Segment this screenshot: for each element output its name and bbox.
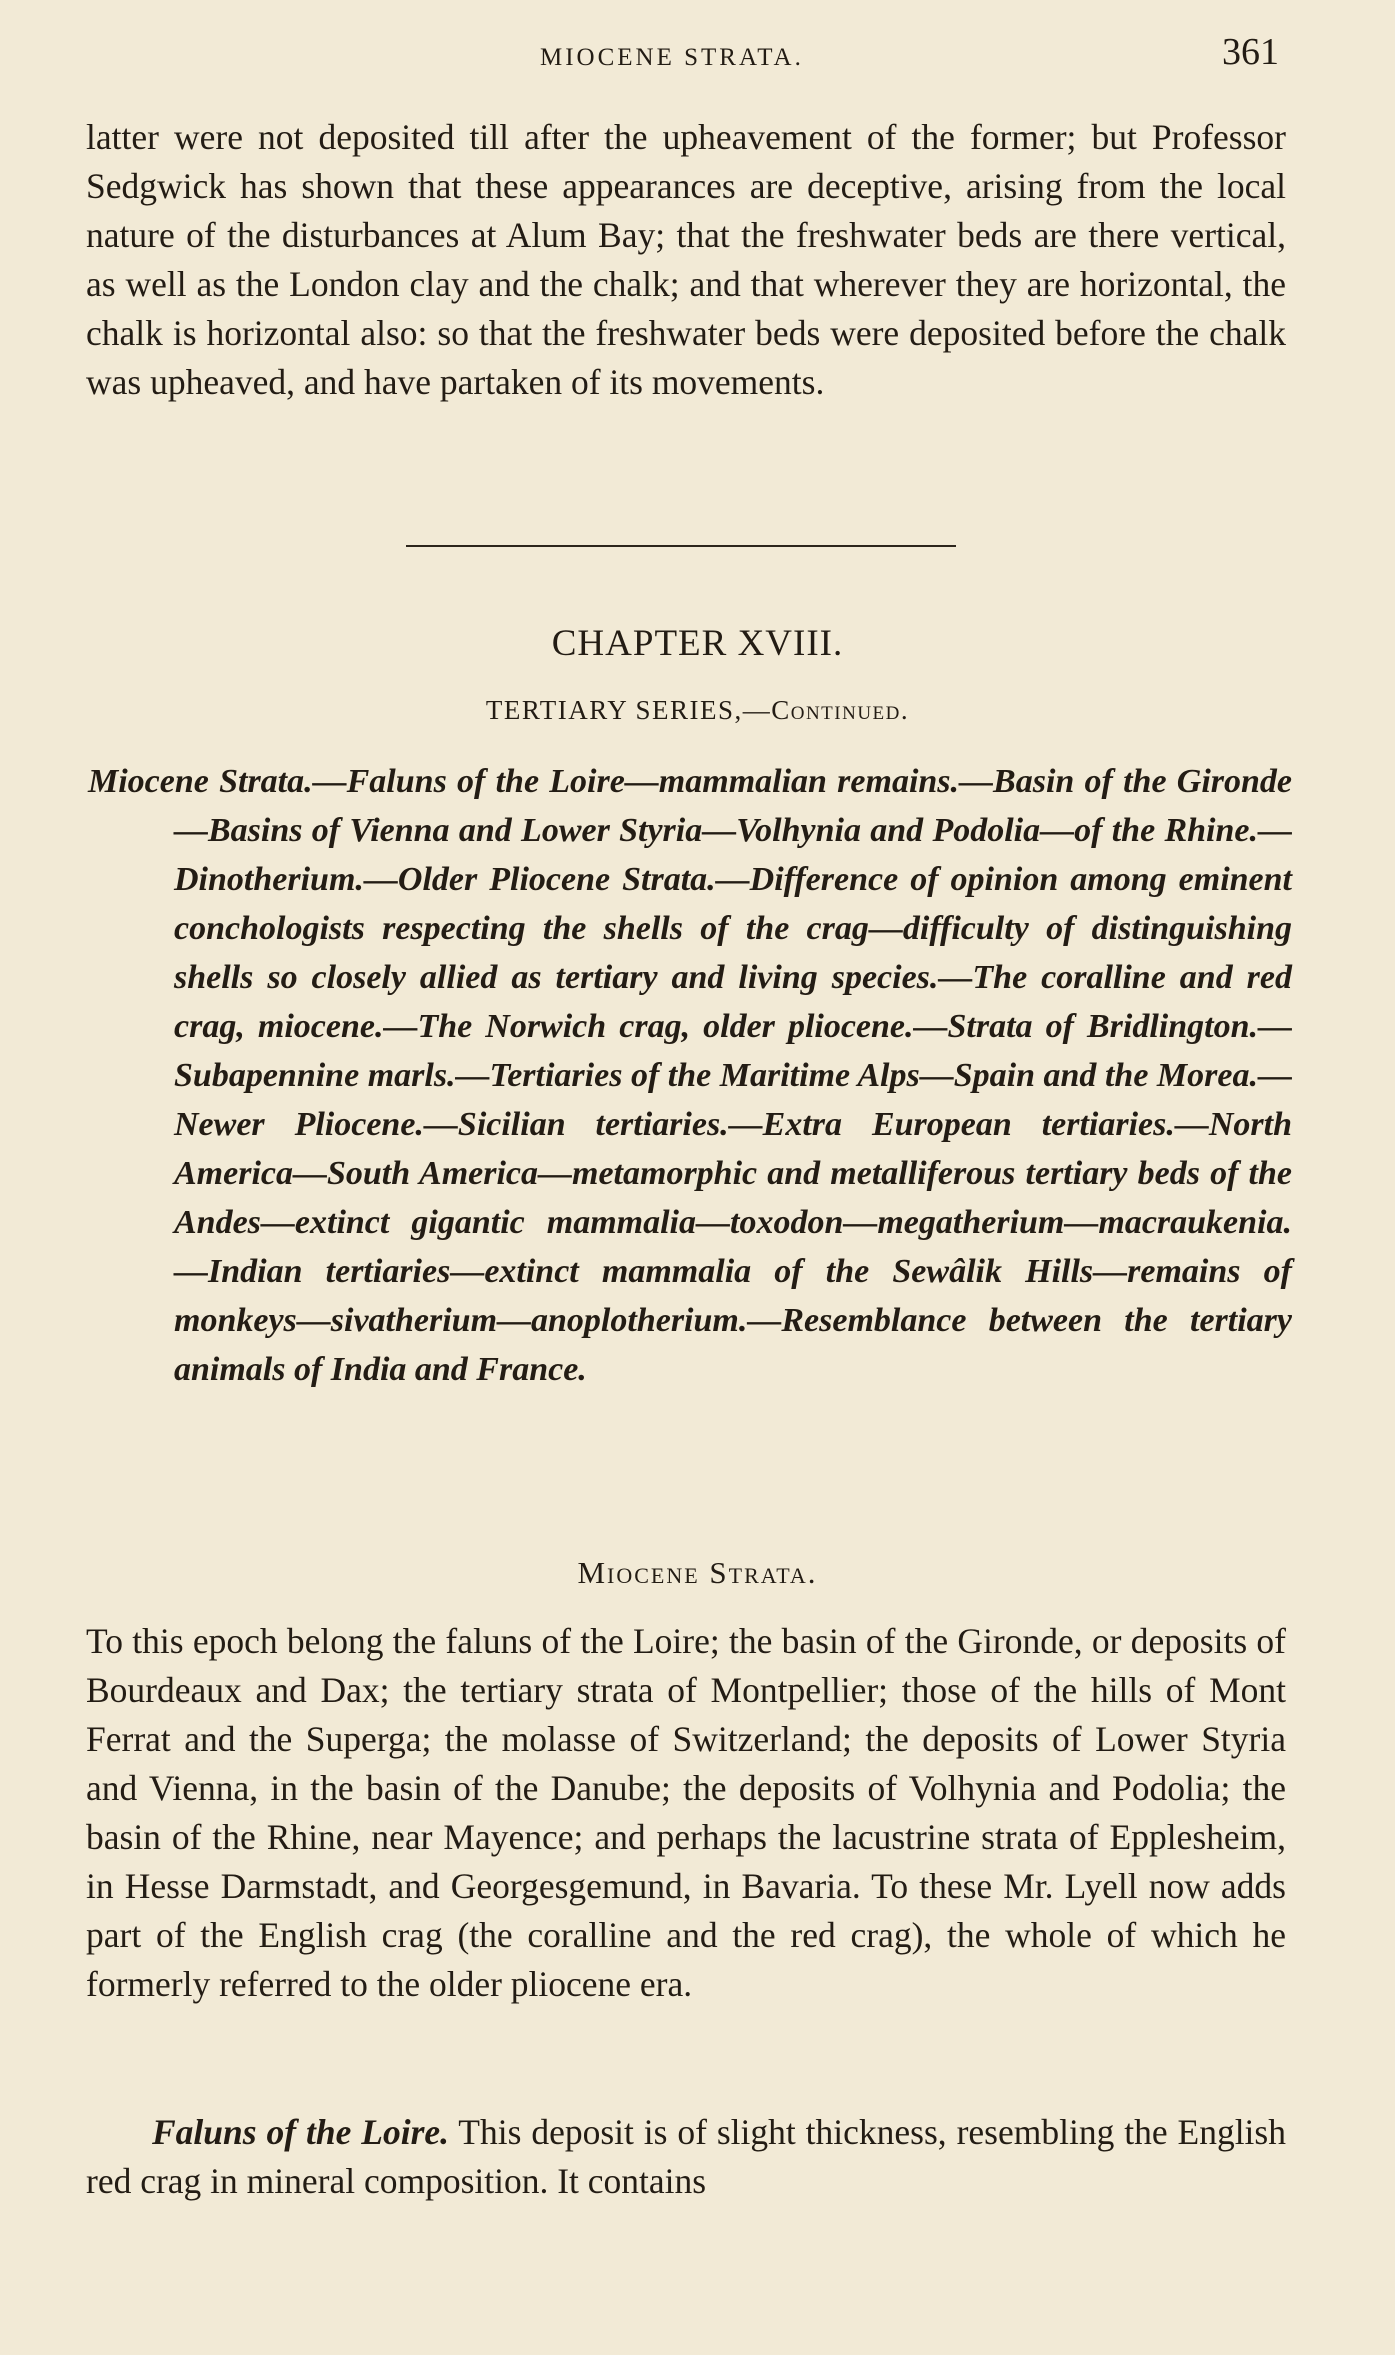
paragraph-lead-in: Faluns of the Loire.	[152, 2112, 450, 2152]
series-main: TERTIARY SERIES,—	[485, 695, 772, 725]
page-number: 361	[1222, 31, 1279, 73]
paragraph-text: This deposit is of slight thickness, resembling the English red crag in mineral composition. It contains	[86, 2112, 1286, 2201]
running-head: MIOCENE STRATA.	[540, 44, 804, 71]
chapter-title: CHAPTER XVIII.	[551, 623, 844, 664]
section-paragraph: To this epoch belong the faluns of the Loire; the basin of the Gironde, or deposits of Bourdeaux and Dax; the tertiary strata of Montpellier; those of the hills of Mont Ferrat and the Superga; the molasse of Switzerland; the deposits of Lower Styria and Vienna, in the basin of the Danube; the deposits of Volhynia and Podolia; the basin of the Rhine, near Mayence; and perhaps the lacustrine strata of Epplesheim, in Hesse Darmstadt, and Georgesgemund, in Bavaria. To these Mr. Lyell now adds part of the English crag (the coralline and the red crag), the whole of which he formerly referred to the older pliocene era.	[86, 1621, 1286, 2004]
carryover-paragraph: latter were not deposited till after the upheavement of the former; but Professor Sedgwick has shown that these appearances are deceptive, arising from the local nature of the disturbances at Alum Bay; that the freshwater beds are there vertical, as well as the London clay and the chalk; and that wherever they are horizontal, the chalk is horizontal also: so that the freshwater beds were deposited before the chalk was upheaved, and have partaken of its movements.	[86, 117, 1286, 402]
series-continued: Continued.	[771, 695, 910, 725]
faluns-paragraph	[86, 2108, 1286, 2206]
chapter-synopsis: Miocene Strata.—Faluns of the Loire—mammalian remains.—Basin of the Gironde—Basins of Vienna and Lower Styria—Volhynia and Podolia—of the Rhine.—Dinotherium.—Older Pliocene Strata.—Difference of opinion among eminent conchologists respecting the shells of the crag—difficulty of distinguishing shells so closely allied as tertiary and living species.—The coralline and red crag, miocene.—The Norwich crag, older pliocene.—Strata of Bridlington.—Subapennine marls.—Tertiaries of the Maritime Alps—Spain and the Morea.—Newer Pliocene.—Sicilian tertiaries.—Extra European tertiaries.—North America—South America—metamorphic and metalliferous tertiary beds of the Andes—extinct gigantic mammalia—toxodon—megatherium—macraukenia.—Indian tertiaries—extinct mammalia of the Sewâlik Hills—remains of monkeys—sivatherium—anoplotherium.—Resemblance between the tertiary animals of India and France.	[88, 763, 1292, 1388]
series-subtitle	[0, 695, 1395, 726]
section-heading: Miocene Strata.	[577, 1555, 818, 1590]
section-divider	[406, 545, 956, 547]
